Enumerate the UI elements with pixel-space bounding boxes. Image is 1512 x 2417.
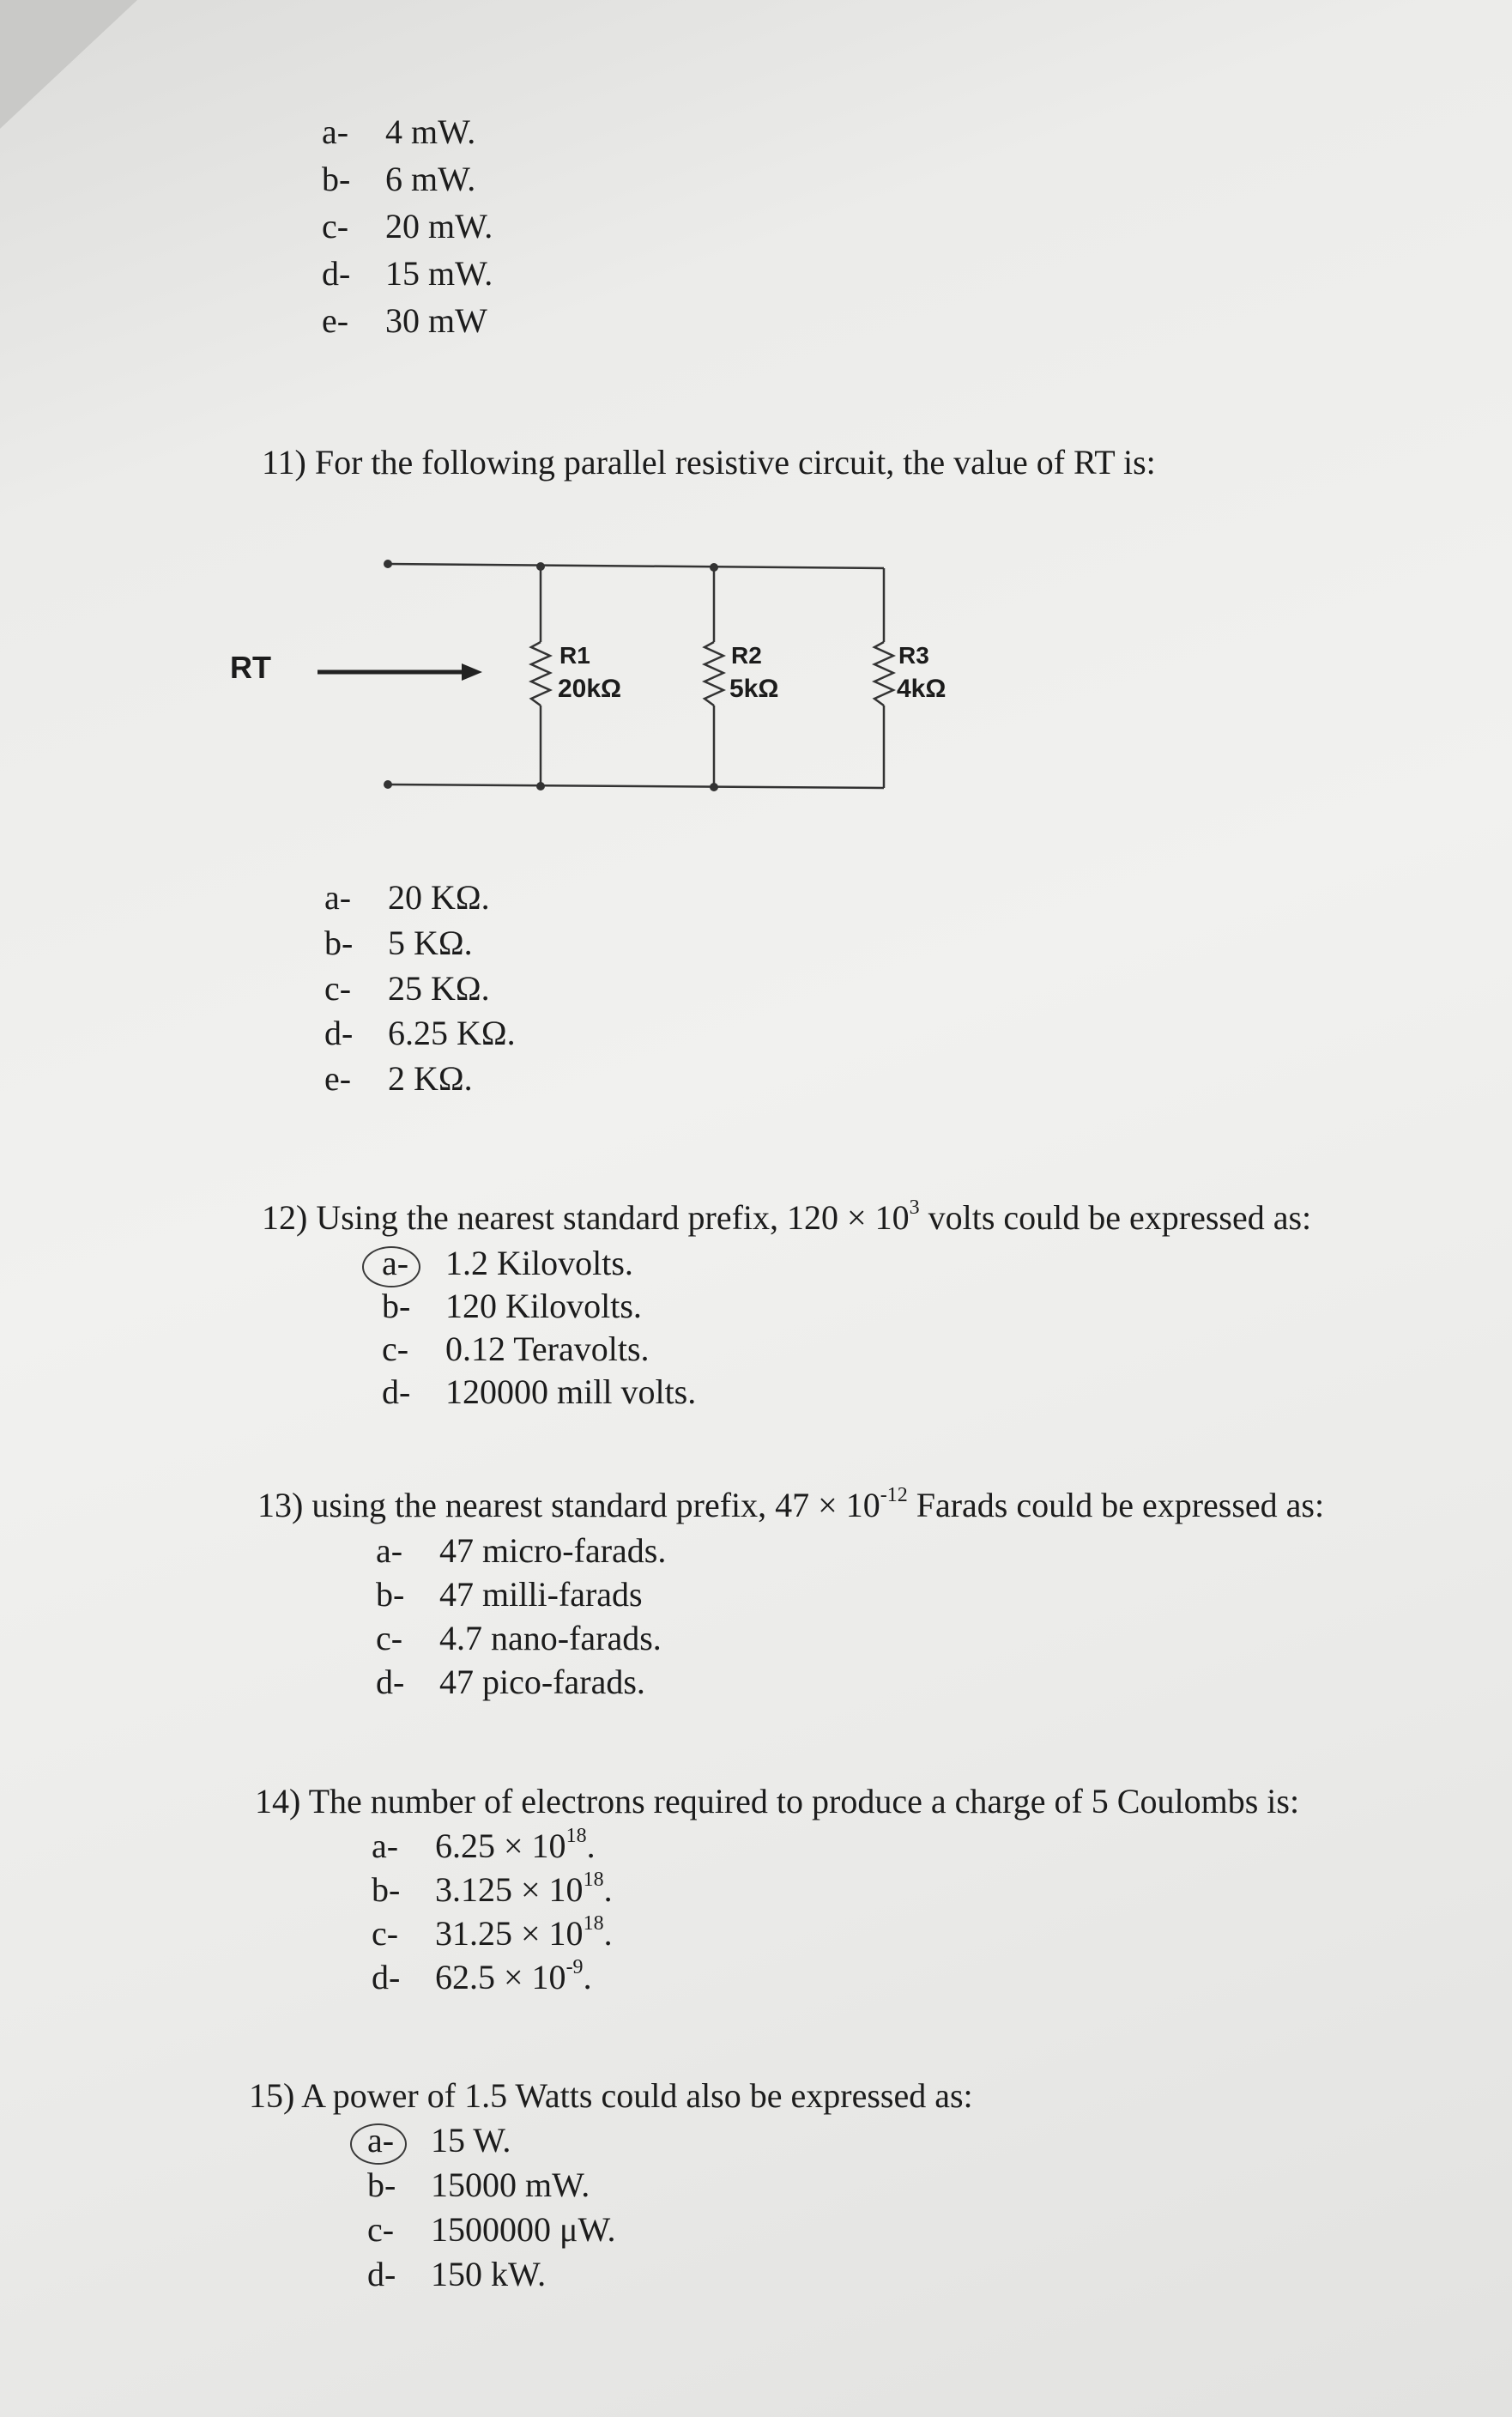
question-text: Farads could be expressed as: (907, 1486, 1325, 1524)
option-text: 6 mW. (385, 160, 476, 198)
q15-option-d (367, 2254, 546, 2294)
q11-question: 11) For the following parallel resistive circuit, the value of RT is: (262, 443, 1156, 482)
option-text: 30 mW (385, 301, 487, 340)
q12-option-d (382, 1372, 696, 1412)
question-text: volts could be expressed as: (919, 1198, 1312, 1237)
option-text: 47 milli-farads (439, 1575, 643, 1614)
resistor-r2 (705, 642, 723, 706)
option-text: 5 KΩ. (388, 924, 473, 962)
option-letter: e- (322, 301, 349, 340)
option-letter: c- (382, 1330, 409, 1368)
terminal-dot (384, 780, 392, 789)
option-text: . (586, 1826, 596, 1865)
option-text: 62.5 × 10 (435, 1958, 566, 1996)
option-text: . (603, 1870, 613, 1909)
option-text: 0.12 Teravolts. (445, 1330, 650, 1368)
option-text: 31.25 × 10 (435, 1914, 584, 1953)
q13-option-c (376, 1618, 662, 1658)
option-text: 1.2 Kilovolts. (445, 1244, 633, 1282)
q14-option-d (372, 1957, 592, 1997)
question-text: 12) Using the nearest standard prefix, 120 × 10 (262, 1198, 910, 1237)
q14-option-b (372, 1869, 613, 1910)
option-text: . (583, 1958, 592, 1996)
q14-question: 14) The number of electrons required to produce a charge of 5 Coulombs is: (255, 1782, 1300, 1820)
option-letter: c- (322, 207, 349, 245)
exponent: 3 (909, 1196, 920, 1219)
option-letter: b- (372, 1870, 401, 1909)
option-letter: a- (376, 1531, 403, 1570)
q10-option-d (322, 253, 493, 294)
rt-arrowhead (462, 663, 482, 681)
q11-option-c (324, 968, 490, 1009)
question-text: 13) using the nearest standard prefix, 47 × 10 (257, 1486, 880, 1524)
option-letter: d- (382, 1372, 411, 1411)
option-letter: a- (367, 2121, 395, 2160)
q15-option-c (367, 2209, 616, 2250)
q10-option-a (322, 112, 475, 152)
q11-option-d (324, 1013, 516, 1053)
option-letter: d- (376, 1663, 405, 1701)
exponent: -9 (565, 1956, 584, 1978)
option-text: 15000 mW. (431, 2166, 590, 2204)
option-text: 25 KΩ. (388, 969, 490, 1008)
q10-option-c (322, 206, 493, 246)
q13-question (257, 1485, 1324, 1525)
q12-question (262, 1197, 1311, 1238)
q11-option-a (324, 877, 490, 918)
option-text: 6.25 × 10 (435, 1826, 566, 1865)
option-letter: c- (324, 969, 352, 1008)
page-corner-shadow (0, 0, 137, 129)
q14-option-a (372, 1826, 596, 1866)
option-text: . (603, 1914, 613, 1953)
option-text: 4.7 nano-farads. (439, 1619, 662, 1657)
option-text: 15 mW. (385, 254, 493, 293)
junction-dot (710, 563, 718, 572)
r3-name: R3 (898, 642, 929, 669)
option-text: 47 pico-farads. (439, 1663, 645, 1701)
r2-value: 5kΩ (729, 675, 779, 703)
q12-option-a (382, 1243, 633, 1283)
q13-option-b (376, 1574, 643, 1614)
option-letter: a- (372, 1826, 399, 1865)
junction-dot (536, 562, 545, 571)
resistor-r1 (531, 642, 550, 706)
parallel-circuit-diagram (215, 549, 1004, 807)
q10-option-b (322, 159, 475, 199)
option-letter: d- (367, 2255, 396, 2293)
option-letter: e- (324, 1059, 352, 1098)
option-letter: d- (324, 1014, 354, 1052)
option-letter: a- (382, 1244, 409, 1282)
option-letter: b- (376, 1575, 405, 1614)
terminal-dot (384, 560, 392, 568)
option-text: 120 Kilovolts. (445, 1287, 642, 1325)
option-letter: d- (372, 1958, 401, 1996)
r1-name: R1 (559, 642, 590, 669)
r1-value: 20kΩ (558, 675, 622, 703)
option-letter: d- (322, 254, 351, 293)
q15-question: 15) A power of 1.5 Watts could also be expressed as: (249, 2076, 973, 2115)
r2-name: R2 (731, 642, 762, 669)
option-text: 6.25 KΩ. (388, 1014, 516, 1052)
option-letter: c- (376, 1619, 403, 1657)
rt-label: RT (230, 650, 271, 685)
resistor-r3 (874, 642, 893, 706)
option-letter: c- (372, 1914, 399, 1953)
q13-option-d (376, 1662, 645, 1702)
q14-option-c (372, 1913, 613, 1954)
option-letter: b- (322, 160, 351, 198)
option-text: 4 mW. (385, 112, 476, 151)
q12-option-b (382, 1286, 642, 1326)
option-letter: b- (324, 924, 354, 962)
option-text: 20 mW. (385, 207, 493, 245)
option-text: 15 W. (431, 2121, 511, 2160)
option-text: 1500000 μW. (431, 2210, 616, 2249)
q11-option-e (324, 1058, 473, 1099)
option-letter: c- (367, 2210, 395, 2249)
exponent: -12 (880, 1484, 908, 1506)
junction-dot (710, 783, 718, 791)
q15-option-b (367, 2165, 590, 2205)
q12-option-c (382, 1329, 650, 1369)
option-text: 20 KΩ. (388, 878, 490, 917)
option-text: 120000 mill volts. (445, 1372, 697, 1411)
option-text: 2 KΩ. (388, 1059, 473, 1098)
exponent: 18 (583, 1912, 604, 1935)
q10-option-e (322, 300, 487, 341)
option-text: 47 micro-farads. (439, 1531, 667, 1570)
exponent: 18 (583, 1869, 604, 1891)
q13-option-a (376, 1530, 666, 1571)
option-letter: a- (324, 878, 352, 917)
option-text: 3.125 × 10 (435, 1870, 584, 1909)
junction-dot (536, 782, 545, 791)
option-letter: b- (367, 2166, 396, 2204)
option-letter: a- (322, 112, 349, 151)
q15-option-a (367, 2120, 511, 2160)
r3-value: 4kΩ (897, 675, 947, 703)
exponent: 18 (565, 1825, 587, 1847)
q11-option-b (324, 923, 473, 963)
option-text: 150 kW. (431, 2255, 547, 2293)
option-letter: b- (382, 1287, 411, 1325)
